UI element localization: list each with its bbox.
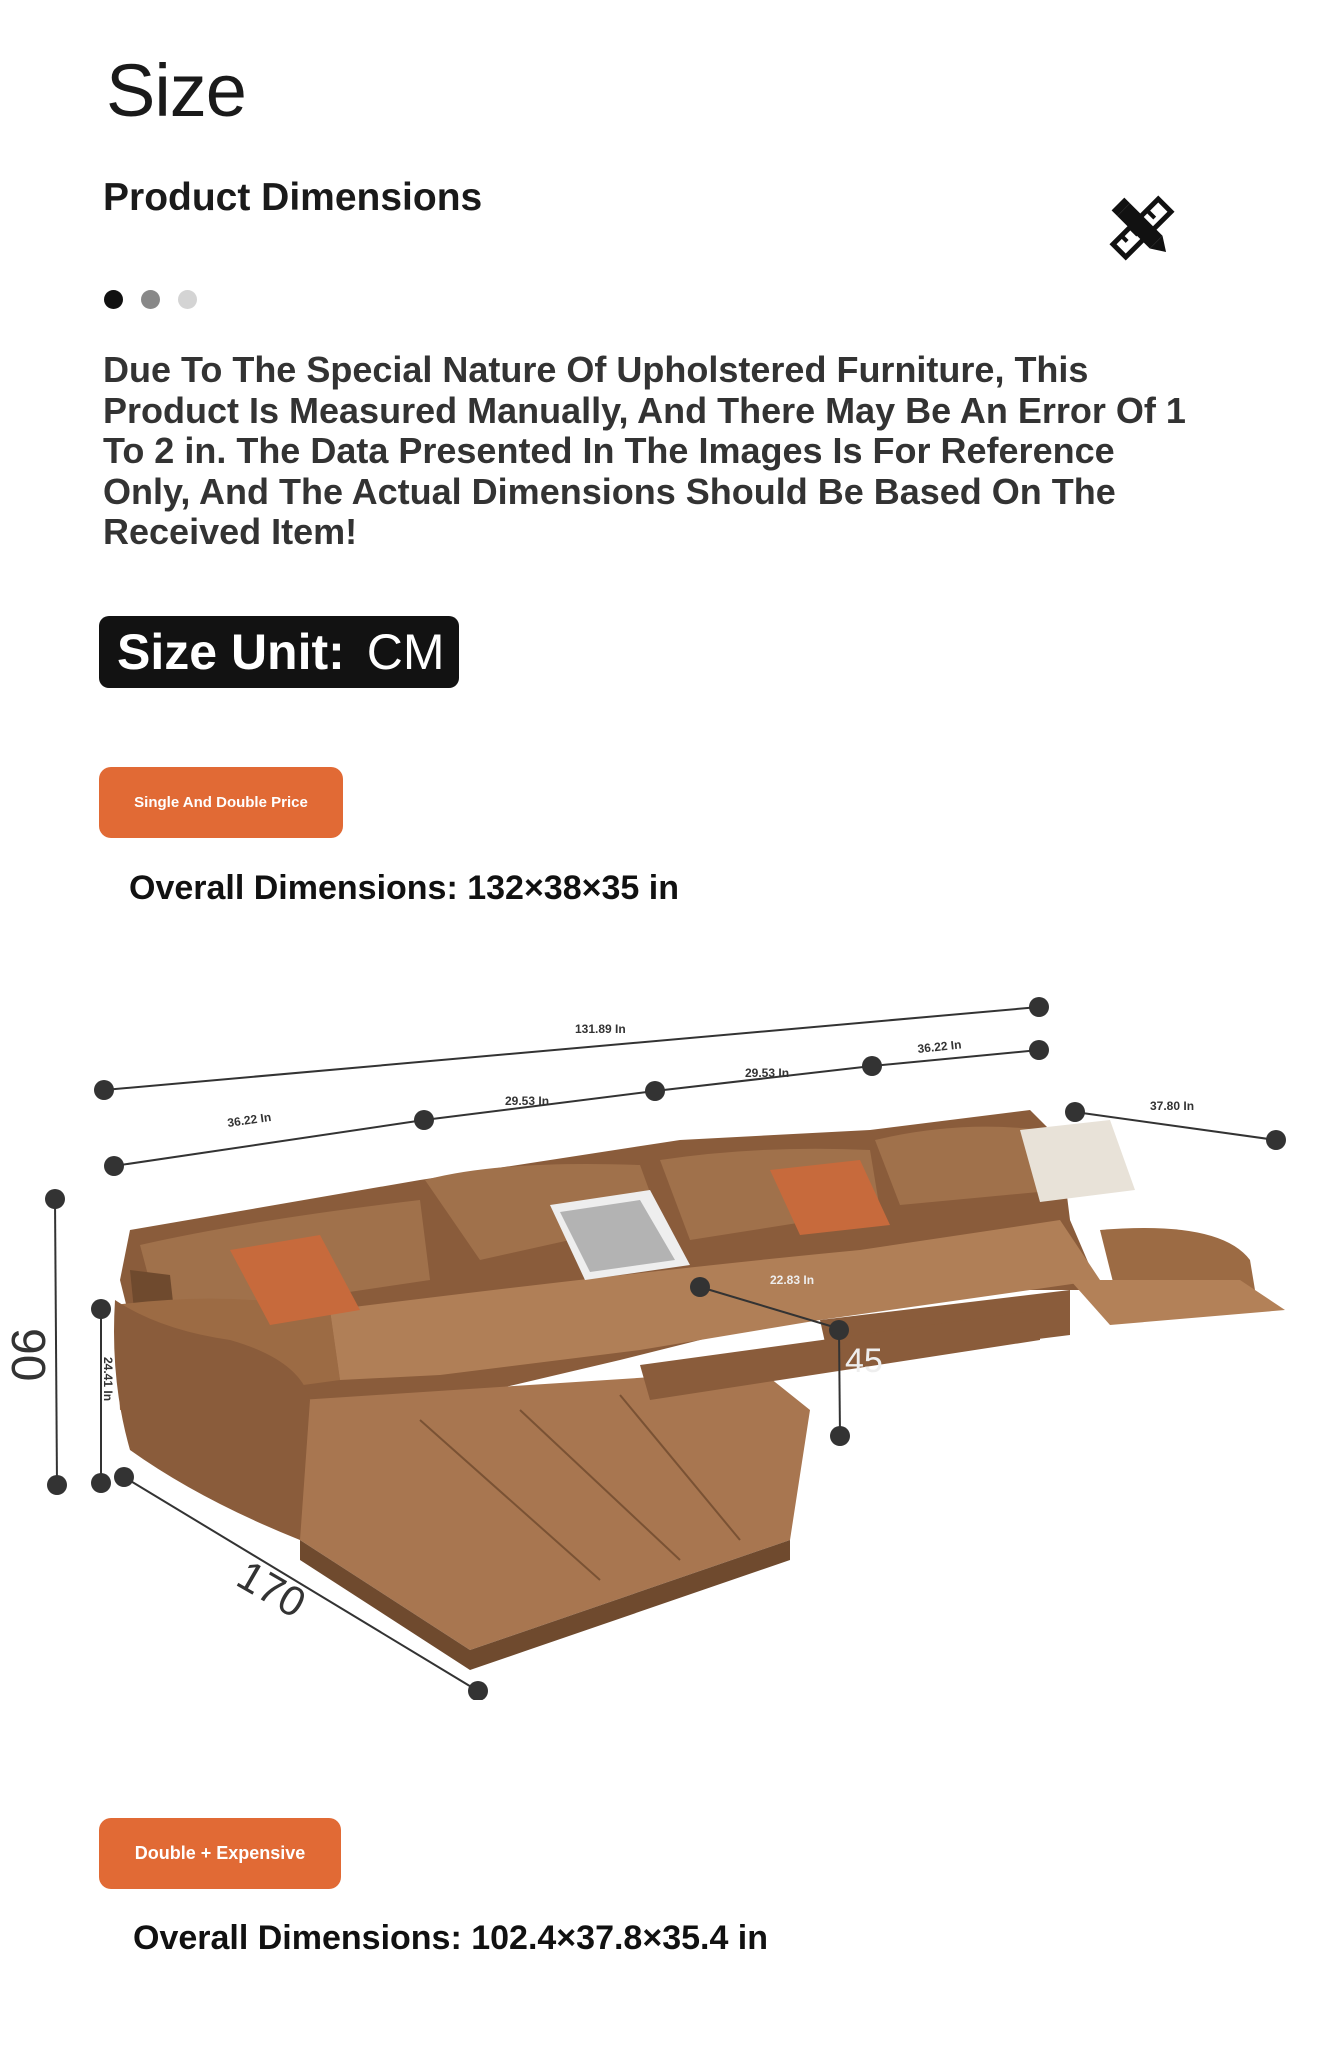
carousel-dot[interactable] <box>104 290 123 309</box>
seg-mid-right-label: 29.53 In <box>745 1066 790 1080</box>
dimension-dot <box>91 1299 111 1319</box>
dimension-dot <box>830 1426 850 1446</box>
overall-width-label: 131.89 In <box>575 1022 626 1036</box>
dimension-dot <box>1065 1102 1085 1122</box>
dimension-dot <box>414 1110 434 1130</box>
dimension-dot <box>690 1277 710 1297</box>
total-height-label: 90 <box>1 1328 54 1382</box>
dimension-dot <box>47 1475 67 1495</box>
dimension-dot <box>829 1320 849 1340</box>
option-tag-double-expensive[interactable]: Double + Expensive <box>99 1818 341 1889</box>
dimension-dot <box>1029 1040 1049 1060</box>
overall-dimensions: Overall Dimensions: 102.4×37.8×35.4 in <box>133 1919 769 1957</box>
dimension-dot <box>45 1189 65 1209</box>
carousel-dot[interactable] <box>178 290 197 309</box>
carousel-dots <box>104 290 197 309</box>
dimension-dot <box>1029 997 1049 1017</box>
dimension-dot <box>468 1681 488 1700</box>
dimension-dot <box>91 1473 111 1493</box>
seg-left-label: 36.22 In <box>226 1109 273 1130</box>
seat-height-label: 45 <box>845 1342 883 1380</box>
option-tag-single-double[interactable]: Single And Double Price <box>99 767 343 838</box>
dimension-dot <box>862 1056 882 1076</box>
pencil-ruler-icon[interactable] <box>1100 186 1184 270</box>
dimension-dot <box>1266 1130 1286 1150</box>
arm-height-label: 24.41 In <box>101 1357 115 1402</box>
seg-right-label: 36.22 In <box>916 1037 963 1056</box>
size-unit-badge <box>99 616 459 688</box>
dimension-dot <box>114 1467 134 1487</box>
carousel-dot[interactable] <box>141 290 160 309</box>
dimension-dot <box>645 1081 665 1101</box>
page-title: Size <box>106 49 246 132</box>
dimension-dot <box>94 1080 114 1100</box>
section-subtitle: Product Dimensions <box>103 176 483 219</box>
size-unit-value: CM <box>366 624 445 680</box>
measurement-notice: Due To The Special Nature Of Upholstered Furniture, This Product Is Measured Manually, And There May Be An Error Of 1 To 2 in. The Data Presented In The Images Is For Reference Only, And The Actual Dimensions Should Be Based On The Received Item! <box>103 349 1186 552</box>
seat-depth-label: 22.83 In <box>770 1273 815 1287</box>
chaise-length-label: 170 <box>229 1551 314 1627</box>
overall-dimensions: Overall Dimensions: 132×38×35 in <box>129 869 679 907</box>
seg-mid-left-label: 29.53 In <box>505 1094 550 1108</box>
dimension-dot <box>104 1156 124 1176</box>
sofa-dimension-diagram <box>0 980 1322 1700</box>
size-unit-label: Size Unit: <box>117 624 345 680</box>
recliner-depth-label: 37.80 In <box>1150 1099 1195 1113</box>
